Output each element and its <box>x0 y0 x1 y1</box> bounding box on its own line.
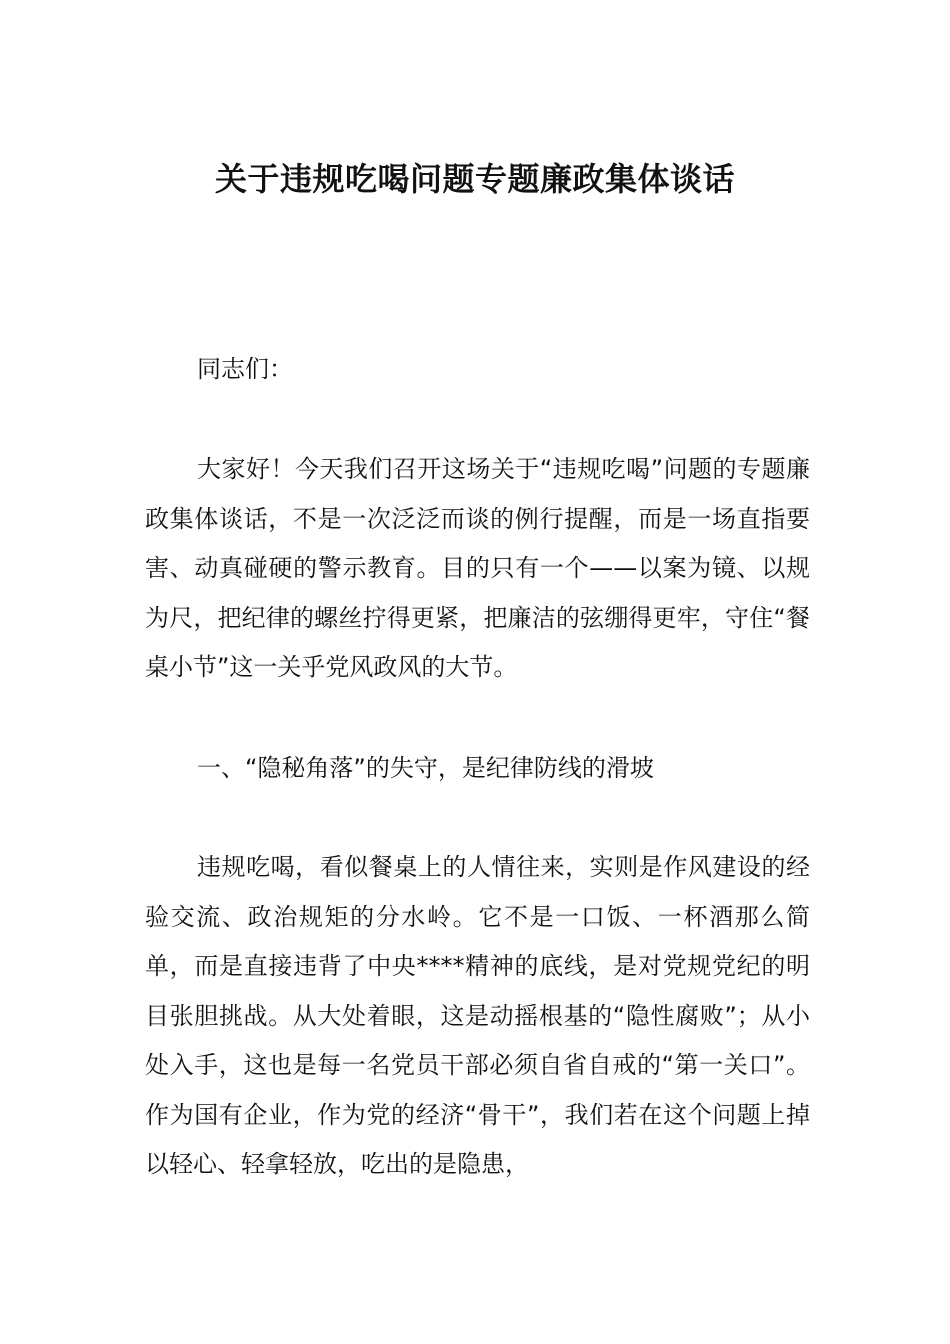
salutation: 同志们： <box>197 355 293 383</box>
document-title: 关于违规吃喝问题专题廉政集体谈话 <box>214 160 735 198</box>
paragraph-section-1: 违规吃喝，看似餐桌上的人情往来，实则是作风建设的经验交流、政治规矩的分水岭。它不是一口饭、一杯酒那么简单，而是直接违背了中央****精神的底线，是对党规党纪的明目张胆挑战。从大处着眼，这是动摇根基的“隐性腐败”；从小处入手，这也是每一名党员干部必须自省自戒的“第一关口”。作为国有企业，作为党的经济“骨干”，我们若在这个问题上掉以轻心、轻拿轻放，吃出的是隐患， <box>145 853 810 1178</box>
section-heading-1: 一、“隐秘角落”的失守，是纪律防线的滑坡 <box>197 754 654 782</box>
paragraph-intro: 大家好！今天我们召开这场关于“违规吃喝”问题的专题廉政集体谈话，不是一次泛泛而谈的例行提醒，而是一场直指要害、动真碰硬的警示教育。目的只有一个——以案为镜、以规为尺，把纪律的螺丝拧得更紧，把廉洁的弦绷得更牢，守住“餐桌小节”这一关乎党风政风的大节。 <box>145 455 810 681</box>
